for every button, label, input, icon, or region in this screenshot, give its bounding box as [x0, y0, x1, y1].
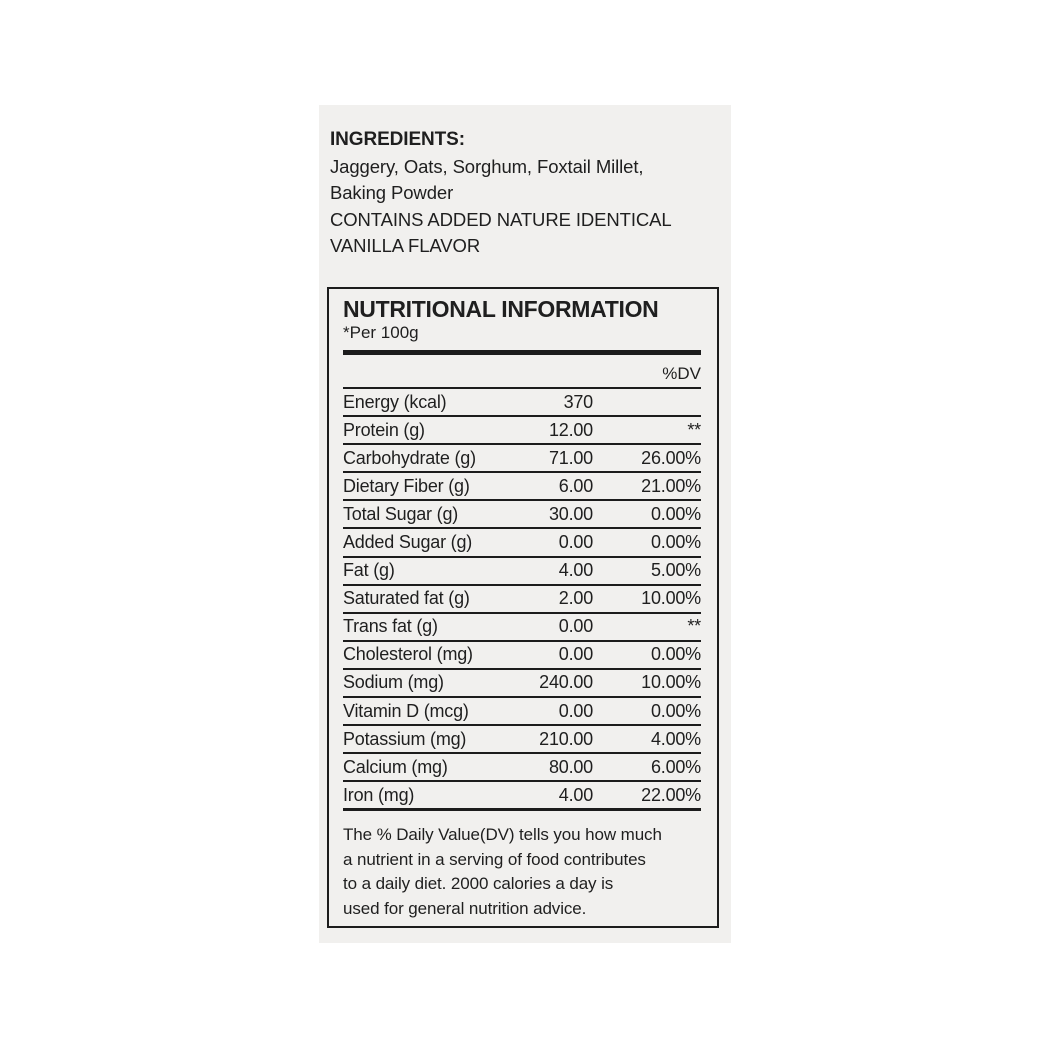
nutrient-value: 2.00: [558, 588, 593, 609]
nutrient-label: Trans fat (g): [343, 616, 438, 637]
nutrient-label: Carbohydrate (g): [343, 447, 476, 468]
text-line: a nutrient in a serving of food contributes: [343, 849, 646, 869]
nutrient-value: 240.00: [539, 672, 593, 693]
nutrition-row: [343, 473, 701, 501]
text-line: The % Daily Value(DV) tells you how much: [343, 825, 662, 845]
nutrient-label: Dietary Fiber (g): [343, 475, 470, 496]
nutrient-dv: 26.00%: [641, 447, 701, 468]
nutrient-label: Cholesterol (mg): [343, 644, 473, 665]
nutrition-row: [343, 782, 701, 811]
nutrition-rows: [343, 389, 701, 811]
nutrition-row: [343, 754, 701, 782]
nutrition-row: [343, 670, 701, 698]
nutrient-label: Saturated fat (g): [343, 588, 470, 609]
text-line: to a daily diet. 2000 calories a day is: [343, 874, 614, 894]
nutrient-dv: 22.00%: [641, 784, 701, 805]
nutrient-value: 71.00: [548, 447, 593, 468]
nutrient-dv: 10.00%: [641, 588, 701, 609]
nutrient-label: Calcium (mg): [343, 756, 448, 777]
nutrient-dv: **: [687, 616, 701, 637]
nutrient-value: 6.00: [558, 475, 593, 496]
nutrient-label: Potassium (mg): [343, 728, 467, 749]
text-line: VANILLA FLAVOR: [330, 235, 481, 256]
nutrient-label: Sodium (mg): [343, 672, 444, 693]
text-line: used for general nutrition advice.: [343, 898, 587, 918]
nutrient-dv: 21.00%: [641, 475, 701, 496]
nutrition-row: [343, 614, 701, 642]
nutrient-value: 210.00: [539, 728, 593, 749]
nutrient-label: Added Sugar (g): [343, 532, 473, 553]
nutrient-value: 4.00: [558, 784, 593, 805]
serving-note: *Per 100g: [343, 323, 419, 342]
nutrient-value: 0.00: [558, 532, 593, 553]
nutrient-dv: 0.00%: [650, 532, 701, 553]
nutrient-label: Energy (kcal): [343, 391, 447, 412]
ingredients-lines: [330, 154, 722, 260]
nutrition-title: NUTRITIONAL INFORMATION: [343, 296, 659, 322]
nutrition-row: [343, 445, 701, 473]
ingredients-section: [330, 127, 722, 260]
nutrition-row: [343, 586, 701, 614]
nutrition-row: [343, 558, 701, 586]
nutrient-value: 0.00: [558, 616, 593, 637]
nutrient-value: 0.00: [558, 644, 593, 665]
dv-footnote: [343, 823, 701, 921]
nutrient-label: Fat (g): [343, 560, 395, 581]
text-line: Jaggery, Oats, Sorghum, Foxtail Millet,: [330, 155, 644, 177]
nutrition-row: [343, 417, 701, 445]
label-panel: [319, 105, 731, 943]
nutrient-label: Protein (g): [343, 419, 425, 440]
nutrient-dv: 10.00%: [641, 672, 701, 693]
nutrient-value: 80.00: [548, 756, 593, 777]
nutrient-value: 370: [563, 391, 593, 412]
nutrient-value: 4.00: [558, 560, 593, 581]
dv-header-row: [343, 355, 701, 389]
nutrient-dv: 5.00%: [650, 560, 701, 581]
text-line: CONTAINS ADDED NATURE IDENTICAL: [330, 208, 672, 230]
nutrition-facts-box: [327, 287, 719, 928]
nutrition-row: [343, 698, 701, 726]
dv-column-header: %DV: [662, 364, 701, 383]
nutrient-label: Total Sugar (g): [343, 503, 459, 524]
nutrient-value: 30.00: [548, 503, 593, 524]
nutrient-dv: 0.00%: [650, 700, 701, 721]
nutrient-label: Iron (mg): [343, 784, 415, 805]
nutrition-row: [343, 501, 701, 529]
nutrition-row: [343, 389, 701, 417]
ingredients-heading: INGREDIENTS:: [330, 129, 465, 150]
nutrition-row: [343, 529, 701, 557]
text-line: Baking Powder: [330, 182, 454, 203]
nutrition-row: [343, 726, 701, 754]
nutrient-dv: 0.00%: [650, 644, 701, 665]
nutrient-dv: 4.00%: [650, 728, 701, 749]
nutrient-label: Vitamin D (mcg): [343, 700, 469, 721]
nutrition-row: [343, 642, 701, 670]
nutrient-dv: 6.00%: [650, 756, 701, 777]
nutrient-dv: 0.00%: [650, 503, 701, 524]
nutrient-value: 0.00: [558, 700, 593, 721]
nutrient-dv: **: [687, 419, 701, 440]
nutrient-value: 12.00: [548, 419, 593, 440]
